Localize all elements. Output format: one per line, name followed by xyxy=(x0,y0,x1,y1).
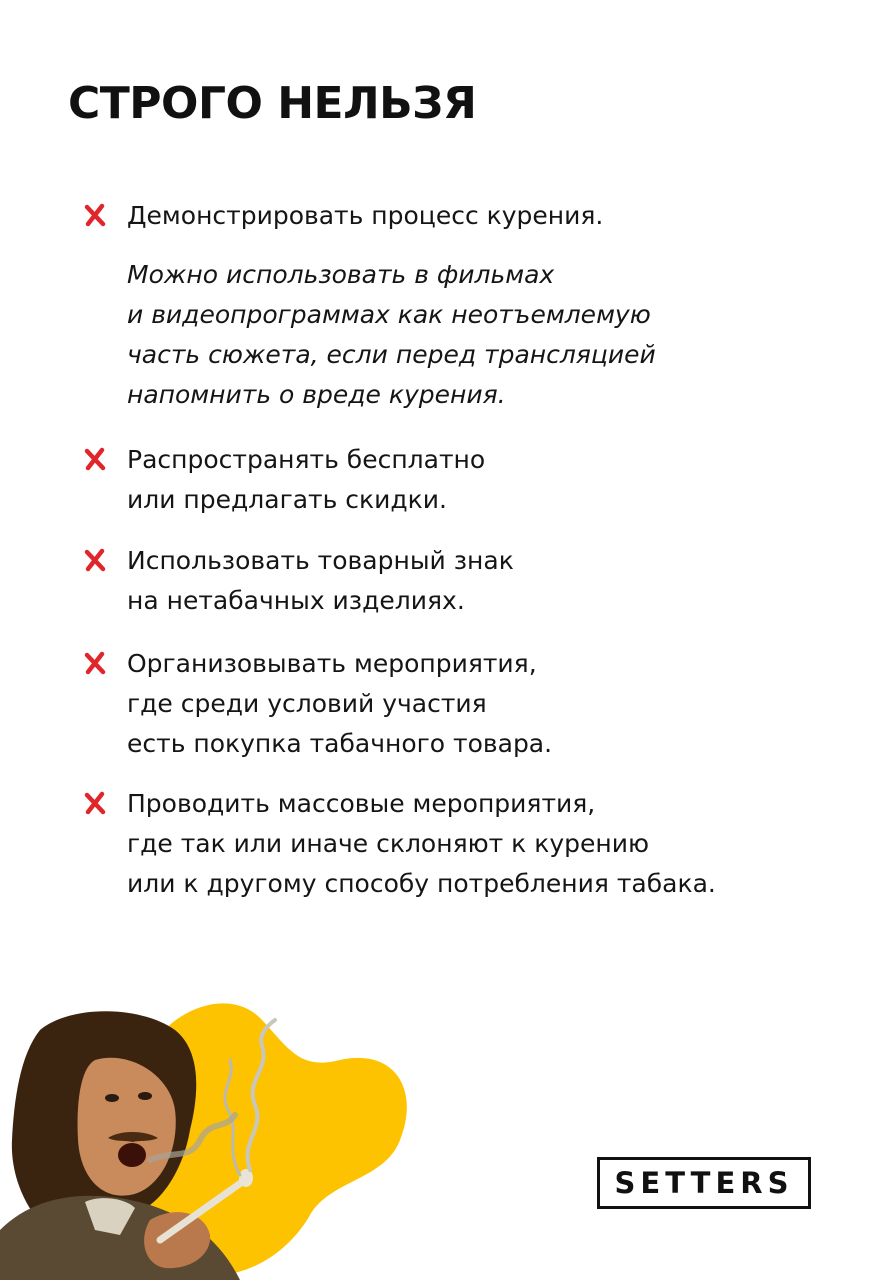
list-item-text: Распространять бесплатно или предлагать скидки. xyxy=(127,445,486,514)
page-title: СТРОГО НЕЛЬЗЯ xyxy=(68,78,477,129)
list-item-text: Проводить массовые мероприятия, где так или иначе склоняют к курению или к другому способу потребления табака. xyxy=(127,789,716,898)
eye-shape xyxy=(105,1094,119,1102)
mouth-shape xyxy=(118,1143,146,1167)
list-item-text: Организовывать мероприятия, где среди условий участия есть покупка табачного товара. xyxy=(127,649,553,758)
setters-logo: SETTERS xyxy=(597,1157,811,1209)
list-item-text: Демонстрировать процесс курения. xyxy=(127,201,604,230)
red-x-icon xyxy=(82,446,108,472)
list-item-text: Использовать товарный знак на нетабачных изделиях. xyxy=(127,546,514,615)
smoking-man-illustration xyxy=(0,990,420,1280)
red-x-icon xyxy=(82,650,108,676)
red-x-icon xyxy=(82,202,108,228)
list-item-note: Можно использовать в фильмах и видеопрограммах как неотъемлемую часть сюжета, если перед трансляцией напомнить о вреде курения. xyxy=(127,260,656,409)
red-x-icon xyxy=(82,790,108,816)
eye-shape xyxy=(138,1092,152,1100)
red-x-icon xyxy=(82,547,108,573)
